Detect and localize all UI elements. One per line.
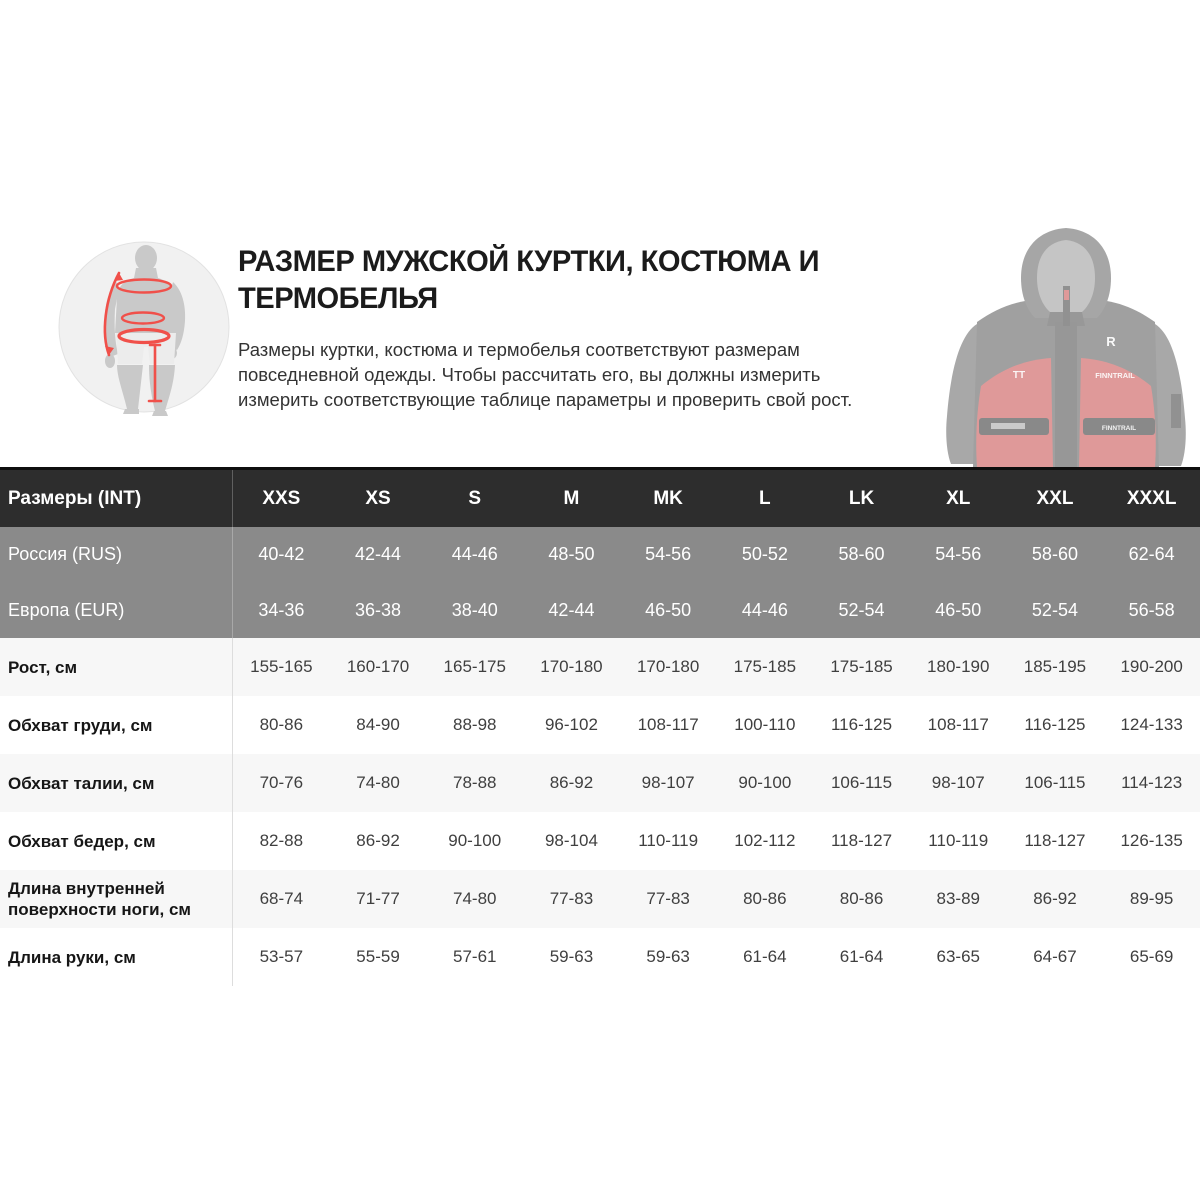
size-cell: 116-125 [830,715,893,734]
size-cell: 50-52 [741,544,788,565]
size-cell: 65-69 [1129,947,1174,966]
size-column-header: XXXL [1126,487,1177,509]
size-cell: 36-38 [355,599,402,620]
size-cell: 82-88 [259,831,304,850]
size-table [0,467,1200,986]
size-column-header: XXL [1036,487,1074,509]
table-header-row [0,467,1200,527]
size-cell: 155-165 [250,657,313,676]
size-cell: 90-100 [738,773,792,792]
body-measurement-icon [57,237,231,417]
size-cell: 100-110 [734,715,796,734]
size-cell: 86-92 [549,773,594,792]
size-cell: 102-112 [734,831,796,850]
size-cell: 126-135 [1120,831,1183,850]
size-cell: 118-127 [1024,831,1086,850]
size-cell: 63-65 [936,947,980,966]
size-cell: 68-74 [259,889,304,908]
size-cell: 54-56 [935,544,982,565]
size-cell: 64-67 [1033,947,1077,966]
size-cell: 106-115 [830,773,893,792]
size-cell: 80-86 [839,889,884,908]
row-label: Россия (RUS) [0,527,233,583]
size-column-header: XXS [262,487,301,509]
size-cell: 86-92 [356,831,400,850]
body-silhouette-icon [57,237,231,417]
size-column-header: M [563,487,580,509]
size-cell: 185-195 [1023,657,1087,676]
size-column-header: LK [848,487,875,509]
size-column-header: XS [365,487,391,509]
size-cell: 59-63 [646,947,690,966]
size-cell: 77-83 [646,889,690,908]
size-cell: 110-119 [638,831,699,850]
jacket-logo-tt: TT [1012,370,1026,381]
size-cell: 61-64 [839,947,884,966]
size-cell: 54-56 [645,544,692,565]
size-cell: 42-44 [548,599,595,620]
size-cell: 58-60 [838,544,885,565]
size-cell: 106-115 [1024,773,1086,792]
page-title: РАЗМЕР МУЖСКОЙ КУРТКИ, КОСТЮМА И ТЕРМОБЕЛЬЯ [238,245,820,315]
size-column-header: S [468,487,482,509]
row-label: Длина внутренней поверхности ноги, см [0,870,233,928]
size-cell: 46-50 [645,599,692,620]
size-cell: 180-190 [927,657,990,676]
size-cell: 46-50 [935,599,982,620]
size-cell: 90-100 [448,831,502,850]
size-cell: 124-133 [1120,715,1183,734]
size-column-header: XL [946,487,971,509]
size-cell: 74-80 [356,773,400,792]
row-label: Обхват бедер, см [0,812,233,870]
table-row-measurement [0,928,1200,986]
table-row-measurement [0,870,1200,928]
size-cell: 58-60 [1031,544,1078,565]
size-cell: 78-88 [453,773,497,792]
size-cell: 83-89 [936,889,980,908]
size-cell: 114-123 [1121,773,1183,792]
size-cell: 170-180 [540,657,603,676]
size-cell: 59-63 [549,947,594,966]
row-label: Рост, см [0,638,233,696]
size-cell: 38-40 [451,599,498,620]
size-cell: 44-46 [451,544,498,565]
jacket-brand-flap: FINNTRAIL [1101,425,1137,432]
size-cell: 52-54 [1031,599,1078,620]
size-cell: 62-64 [1128,544,1175,565]
table-row-measurement [0,754,1200,812]
size-cell: 175-185 [830,657,893,676]
size-cell: 98-104 [544,831,598,850]
size-cell: 170-180 [636,657,700,676]
size-cell: 96-102 [544,715,598,734]
size-cell: 61-64 [743,947,787,966]
size-cell: 74-80 [453,889,497,908]
size-cell: 165-175 [443,657,506,676]
size-cell: 52-54 [838,599,885,620]
hero-text-block [238,243,928,412]
size-cell: 98-107 [931,773,985,792]
size-cell: 88-98 [453,715,497,734]
size-cell: 84-90 [356,715,400,734]
size-cell: 70-76 [259,773,304,792]
size-cell: 116-125 [1024,715,1086,734]
size-cell: 98-107 [641,773,695,792]
size-cell: 175-185 [733,657,797,676]
jacket-product-image [933,226,1199,467]
size-cell: 44-46 [741,599,788,620]
size-cell: 53-57 [259,947,304,966]
size-cell: 56-58 [1128,599,1175,620]
page-description: Размеры куртки, костюма и термобелья соответствуют размерам повседневной одежды. Чтобы рассчитать его, вы должны измерить измерить соответствующие таблице параметры и проверить свой рост. [238,339,853,410]
size-cell: 77-83 [549,889,594,908]
size-cell: 55-59 [356,947,400,966]
table-row-region [0,527,1200,583]
size-cell: 42-44 [355,544,402,565]
size-cell: 110-119 [928,831,989,850]
size-cell: 108-117 [637,715,699,734]
table-row-region [0,583,1200,639]
size-cell: 89-95 [1129,889,1174,908]
size-cell: 118-127 [830,831,893,850]
jacket-brand-chest: FINNTRAIL [1095,371,1135,380]
size-column-header: MK [653,487,683,509]
size-cell: 71-77 [356,889,400,908]
size-cell: 48-50 [548,544,595,565]
size-cell: 40-42 [258,544,305,565]
size-column-header: L [759,487,771,509]
row-label: Обхват груди, см [0,696,233,754]
row-label: Длина руки, см [0,928,233,986]
size-cell: 57-61 [453,947,497,966]
table-row-measurement [0,696,1200,754]
size-cell: 80-86 [743,889,787,908]
size-cell: 80-86 [259,715,304,734]
size-cell: 160-170 [346,657,410,676]
size-cell: 108-117 [927,715,989,734]
size-cell: 190-200 [1120,657,1183,676]
jacket-logo-r: R [1106,334,1116,349]
row-label: Обхват талии, см [0,754,233,812]
row-label: Европа (EUR) [0,583,233,639]
table-header-label: Размеры (INT) [0,470,233,527]
table-row-measurement [0,638,1200,696]
table-row-measurement [0,812,1200,870]
jacket-illustration [933,226,1199,467]
size-cell: 86-92 [1033,889,1077,908]
size-cell: 34-36 [258,599,305,620]
